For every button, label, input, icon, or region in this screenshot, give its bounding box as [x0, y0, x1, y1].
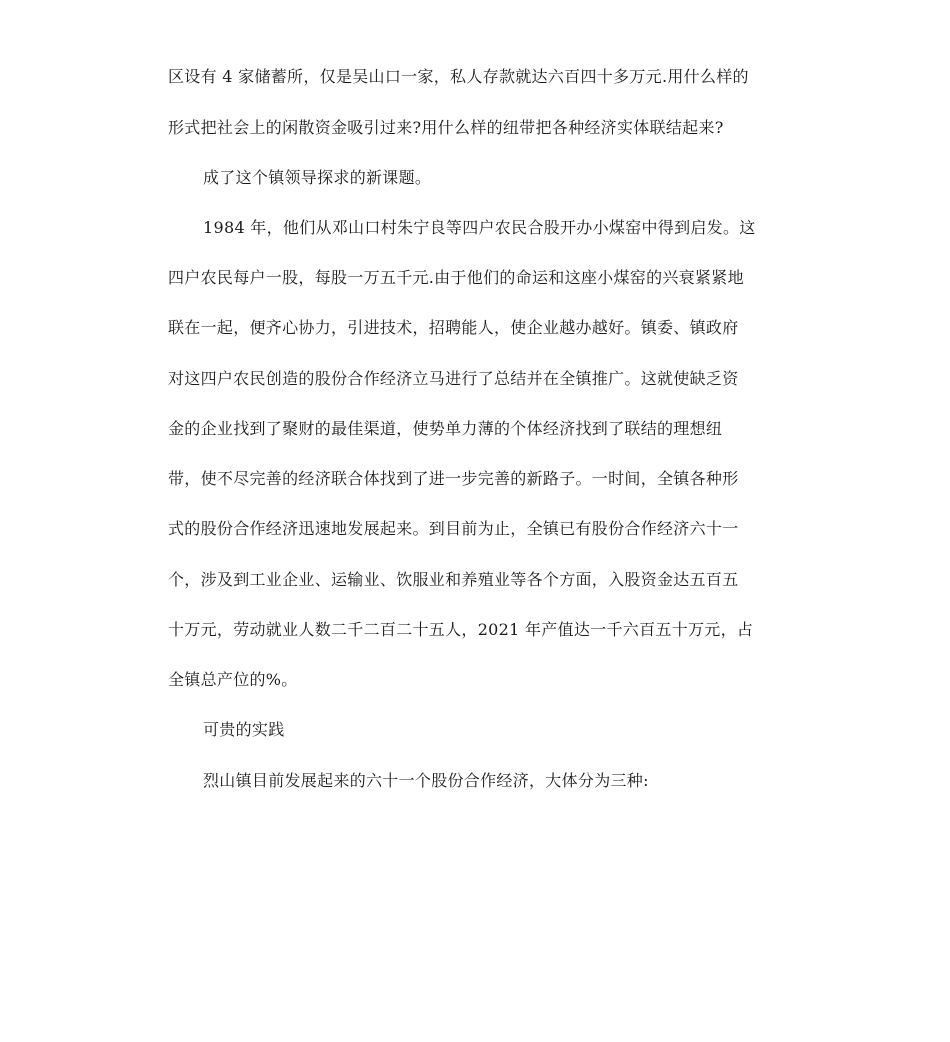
- text-line: 四户农民每户一股，每股一万五千元.由于他们的命运和这座小煤窑的兴衰紧紧地: [168, 268, 744, 287]
- text-line: 对这四户农民创造的股份合作经济立马进行了总结并在全镇推广。这就使缺乏资: [168, 369, 739, 388]
- text-line: 带，使不尽完善的经济联合体找到了进一步完善的新路子。一时间，全镇各种形: [168, 469, 739, 488]
- text-line: 成了这个镇领导探求的新课题。: [203, 168, 432, 187]
- text-line: 个，涉及到工业企业、运输业、饮服业和养殖业等各个方面，入股资金达五百五: [168, 570, 739, 589]
- text-line: 烈山镇目前发展起来的六十一个股份合作经济，大体分为三种:: [203, 771, 649, 790]
- text-line: 全镇总产位的%。: [168, 670, 298, 689]
- section-heading: 可贵的实践: [203, 720, 285, 739]
- text-line: 十万元，劳动就业人数二千二百二十五人，2021 年产值达一千六百五十万元，占: [168, 620, 754, 639]
- text-line: 1984 年，他们从邓山口村朱宁良等四户农民合股开办小煤窑中得到启发。这: [203, 218, 756, 237]
- text-line: 形式把社会上的闲散资金吸引过来?用什么样的纽带把各种经济实体联结起来?: [168, 118, 724, 137]
- text-line: 区设有 4 家储蓄所，仅是吴山口一家，私人存款就达六百四十多万元.用什么样的: [168, 67, 749, 86]
- text-line: 联在一起，便齐心协力，引进技术，招聘能人，使企业越办越好。镇委、镇政府: [168, 318, 739, 337]
- text-line: 式的股份合作经济迅速地发展起来。到目前为止，全镇已有股份合作经济六十一: [168, 519, 739, 538]
- text-line: 金的企业找到了聚财的最佳渠道，使势单力薄的个体经济找到了联结的理想纽: [168, 419, 723, 438]
